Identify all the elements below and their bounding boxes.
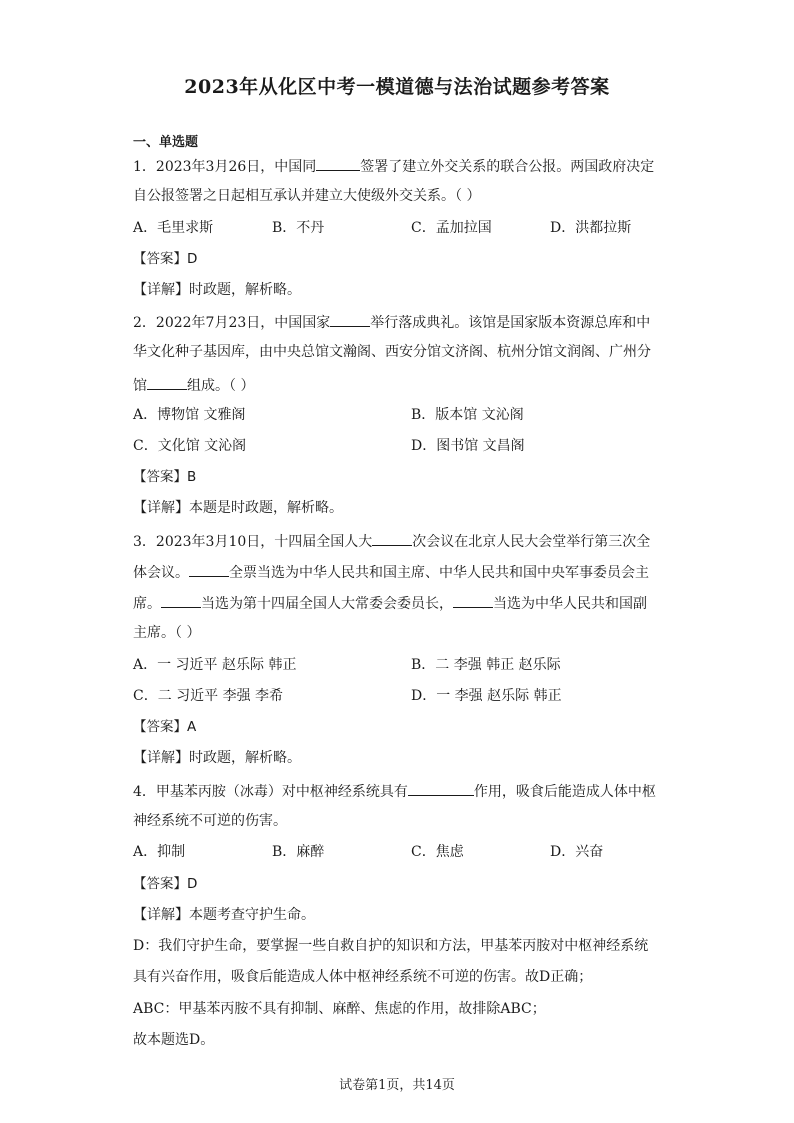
q3-stem-part: 次会议在北京人民大会堂举行第三次全 xyxy=(412,534,651,550)
q2-stem-line3 xyxy=(133,375,254,395)
q2-option-a: A．博物馆 文雅阁 xyxy=(133,407,246,423)
q3-stem-part: 3．2023年3月10日，十四届全国人大 xyxy=(133,534,373,550)
page-footer: 试卷第1页，共14页 xyxy=(339,1078,455,1093)
q4-explanation-line3: ABC：甲基苯丙胺不具有抑制、麻醉、焦虑的作用，故排除ABC； xyxy=(133,1001,546,1017)
q3-stem-part: 当选为第十四届全国人大常委会委员长， xyxy=(201,596,453,612)
q3-blank xyxy=(189,562,229,577)
q3-blank xyxy=(161,593,201,608)
q2-blank xyxy=(330,312,370,327)
q3-stem-line2 xyxy=(133,562,649,582)
q3-option-d: D．一 李强 赵乐际 韩正 xyxy=(411,688,562,704)
q3-blank xyxy=(372,531,412,546)
q4-stem-line2: 神经系统不可逆的伤害。 xyxy=(133,813,287,829)
q2-option-d: D．图书馆 文昌阁 xyxy=(411,438,525,454)
q2-stem-line1 xyxy=(133,312,650,332)
q4-answer: 【答案】D xyxy=(133,876,198,892)
q4-stem-part: 4．甲基苯丙胺（冰毒）对中枢神经系统具有 xyxy=(133,784,408,800)
q1-blank xyxy=(316,156,360,171)
q2-stem-part: 2．2022年7月23日，中国国家 xyxy=(133,315,331,331)
q3-stem-line3 xyxy=(133,593,647,613)
q1-stem-line2: 自公报签署之日起相互承认并建立大使级外交关系。（ ） xyxy=(133,188,481,204)
q3-blank xyxy=(453,593,493,608)
q1-detail: 【详解】时政题，解析略。 xyxy=(133,282,301,298)
q3-stem-part: 当选为中华人民共和国副 xyxy=(493,596,647,612)
section-heading: 一、单选题 xyxy=(133,135,199,150)
q2-detail: 【详解】本题是时政题，解析略。 xyxy=(133,500,343,516)
q4-explanation-line4: 故本题选D。 xyxy=(133,1032,215,1048)
q2-stem-line2: 华文化种子基因库，由中央总馆文瀚阁、西安分馆文济阁、杭州分馆文润阁、广州分 xyxy=(133,344,651,360)
q1-answer: 【答案】D xyxy=(133,251,198,267)
q3-stem-line4: 主席。（ ） xyxy=(133,625,201,641)
q3-stem-part: 全票当选为中华人民共和国主席、中华人民共和国中央军事委员会主 xyxy=(229,565,649,581)
q1-option-d: D．洪都拉斯 xyxy=(550,220,632,236)
q1-stem-part: 1．2023年3月26日，中国同 xyxy=(133,159,317,175)
q3-option-c: C．二 习近平 李强 李希 xyxy=(133,688,284,704)
q4-stem-line1 xyxy=(133,781,656,801)
q3-option-b: B．二 李强 韩正 赵乐际 xyxy=(411,657,561,673)
q2-stem-part: 组成。（ ） xyxy=(187,378,255,394)
q3-option-a: A．一 习近平 赵乐际 韩正 xyxy=(133,657,297,673)
q2-answer: 【答案】B xyxy=(133,469,197,485)
q2-stem-part: 举行落成典礼。该馆是国家版本资源总库和中 xyxy=(370,315,651,331)
q2-option-c: C．文化馆 文沁阁 xyxy=(133,438,247,454)
q1-option-b: B．不丹 xyxy=(272,220,325,236)
q4-blank xyxy=(408,781,474,796)
q1-stem-line1 xyxy=(133,156,654,176)
q4-stem-part: 作用，吸食后能造成人体中枢 xyxy=(473,784,656,800)
q3-stem-part: 体会议。 xyxy=(133,565,189,581)
q3-answer: 【答案】A xyxy=(133,719,197,735)
q2-blank xyxy=(147,375,187,390)
q1-option-a: A．毛里求斯 xyxy=(133,220,214,236)
q3-stem-part: 席。 xyxy=(133,596,161,612)
q4-explanation-line2: 具有兴奋作用，吸食后能造成人体中枢神经系统不可逆的伤害。故D正确； xyxy=(133,969,593,985)
q3-stem-line1 xyxy=(133,531,650,551)
q4-explanation-line1: D：我们守护生命，要掌握一些自救自护的知识和方法，甲基苯丙胺对中枢神经系统 xyxy=(133,938,649,954)
q4-option-c: C．焦虑 xyxy=(411,844,464,860)
q2-stem-part: 馆 xyxy=(133,378,147,394)
page-title: 2023年从化区中考一模道德与法治试题参考答案 xyxy=(184,76,610,98)
q1-option-c: C．孟加拉国 xyxy=(411,220,492,236)
q3-detail: 【详解】时政题，解析略。 xyxy=(133,750,301,766)
q4-option-b: B．麻醉 xyxy=(272,844,325,860)
q2-option-b: B．版本馆 文沁阁 xyxy=(411,407,524,423)
q4-option-a: A．抑制 xyxy=(133,844,186,860)
q4-option-d: D．兴奋 xyxy=(550,844,604,860)
q1-stem-part: 签署了建立外交关系的联合公报。两国政府决定 xyxy=(360,159,655,175)
q4-detail: 【详解】本题考查守护生命。 xyxy=(133,907,315,923)
